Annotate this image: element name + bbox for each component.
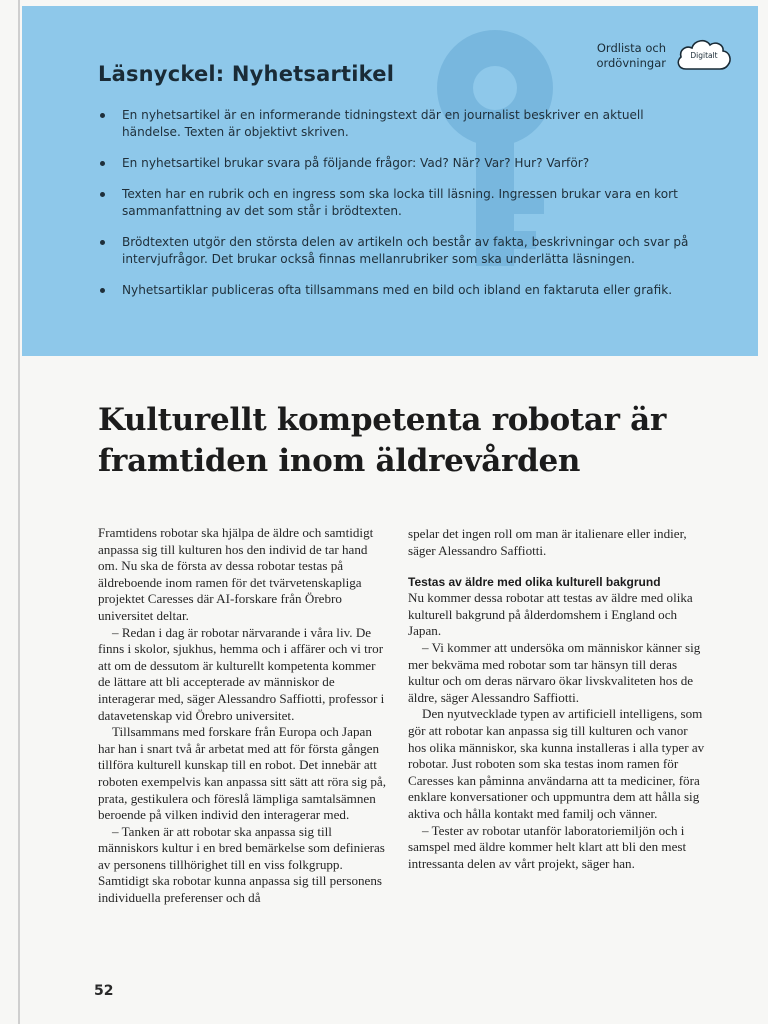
- list-item: [96, 282, 706, 299]
- article-lead: Framtidens robotar ska hjälpa de äldre och samtidigt anpassa sig till kulturen hos den individ de tar hand om. Nu ska de första av dessa robotar testas på äldreboende inom ramen för det tvärvetenskapliga projektet Caresses där AI-forskare från Örebro universitet deltar.: [98, 525, 374, 623]
- digital-cloud-badge[interactable]: [674, 36, 734, 74]
- reading-key-list: [96, 107, 706, 313]
- bullet-icon: [100, 192, 105, 197]
- article-headline: Kulturellt kompetenta robotar är framtiden inom äldrevården: [98, 402, 667, 479]
- bullet-icon: [100, 113, 105, 118]
- list-item: [96, 234, 706, 268]
- article-paragraph: Tillsammans med forskare från Europa och Japan har han i snart två år arbetat med att för första gången tillföra kulturell kunskap till en robot. Det innebär att roboten exempelvis kan anpassa sitt sätt att röra sig på, prata, gestikulera och föreslå lämpliga samtalsämnen beroende på vilken individ den interagerar med.: [98, 724, 386, 823]
- glossary-label-line1: Ordlista och: [596, 41, 666, 55]
- list-item-text: En nyhetsartikel är en informerande tidningstext där en journalist beskriver en aktuell händelse. Texten är objektivt skriven.: [122, 108, 644, 139]
- list-item-text: Nyhetsartiklar publiceras ofta tillsammans med en bild och ibland en faktaruta eller grafik.: [122, 283, 673, 297]
- article-paragraph: Den nyutvecklade typen av artificiell intelligens, som gör att robotar kan anpassa sig till kulturen och vanor hos olika människor, ska kunna installeras i alla typer av robotar. Just roboten som ska testas inom ramen för Caresses kan påminna användarna att ta mediciner, föra enklare konversationer och uppmuntra dem att hålla sig aktiva och hålla kontakt med familj och vänner.: [408, 706, 705, 821]
- list-item-text: Texten har en rubrik och en ingress som ska locka till läsning. Ingressen brukar vara en kort sammanfattning av det som står i brödtexten.: [122, 187, 678, 218]
- page-number: 52: [94, 983, 114, 999]
- article-paragraph: Nu kommer dessa robotar att testas av äldre med olika kulturell bakgrund på ålderdomshem i England och Japan.: [408, 590, 693, 639]
- glossary-label-line2: ordövningar: [596, 56, 666, 70]
- list-item: [96, 107, 706, 141]
- article-column-right: [408, 526, 708, 872]
- article-paragraph: – Vi kommer att undersöka om människor känner sig mer bekväma med robotar som tar hänsyn till deras kultur och om deras närvaro ökar livskvaliteten hos de äldre, säger Alessandro Saffiotti.: [408, 639, 701, 705]
- digital-label: Digitalt: [690, 51, 718, 60]
- glossary-link[interactable]: [596, 36, 734, 74]
- bullet-icon: [100, 161, 105, 166]
- reading-key-title: Läsnyckel: Nyhetsartikel: [98, 62, 395, 86]
- article-paragraph: – Tanken är att robotar ska anpassa sig till människors kultur i en bred bemärkelse som definieras av personens tillhörighet till en viss folkgrupp. Samtidigt ska robotar kunna anpassa sig till personens individuella preferenser och då: [98, 823, 385, 906]
- list-item: [96, 155, 706, 172]
- article-column-left: [98, 525, 390, 907]
- article-paragraph: – Tester av robotar utanför laboratoriemiljön och i samspel med äldre kommer helt klart att bli den mest intressanta delen av vårt projekt, säger han.: [408, 822, 687, 871]
- glossary-label: [596, 41, 666, 71]
- bullet-icon: [100, 240, 105, 245]
- list-item-text: En nyhetsartikel brukar svara på följande frågor: Vad? När? Var? Hur? Varför?: [122, 156, 590, 170]
- bullet-icon: [100, 288, 105, 293]
- article-paragraph: – Redan i dag är robotar närvarande i våra liv. De finns i skolor, sjukhus, hemma och i affärer och vi tror att om de dessutom är kulturellt kompetenta kommer de lättare att bli accepterade av människor de interagerar med, säger Alessandro Saffiotti, professor i datavetenskap vid Örebro universitet.: [98, 624, 385, 723]
- page-binding-edge: [18, 0, 20, 1024]
- article-subheading: Testas av äldre med olika kulturell bakgrund: [408, 575, 661, 590]
- article-paragraph: spelar det ingen roll om man är italienare eller indier, säger Alessandro Saffiotti.: [408, 526, 687, 558]
- list-item: [96, 186, 706, 220]
- list-item-text: Brödtexten utgör den största delen av artikeln och består av fakta, beskrivningar och svar på intervjufrågor. Det brukar också finnas mellanrubriker som ska underlätta läsningen.: [122, 235, 689, 266]
